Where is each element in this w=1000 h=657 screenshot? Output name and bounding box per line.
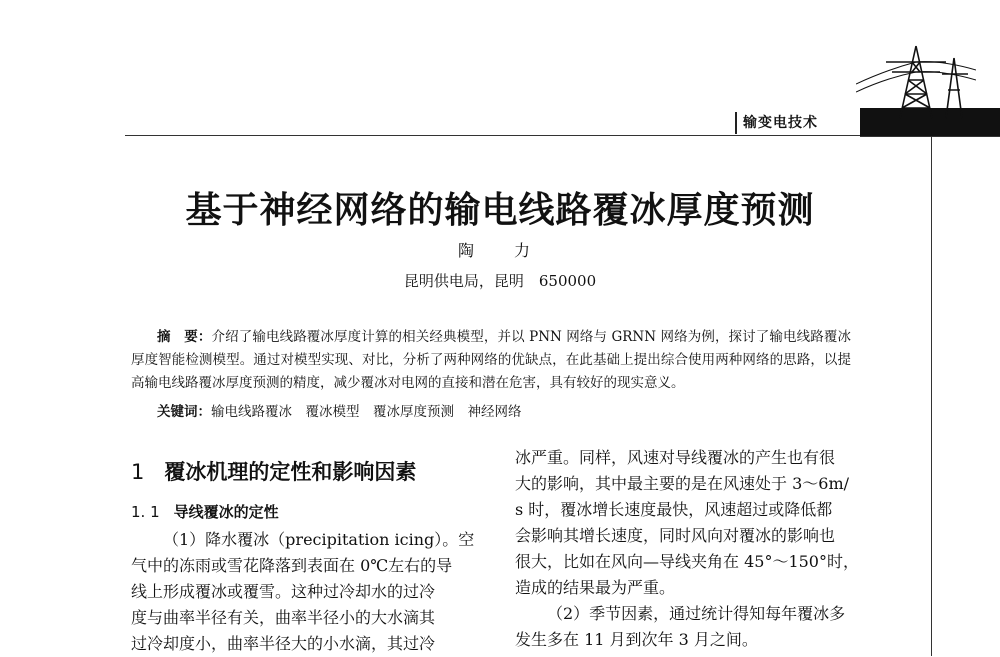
right-column-text xyxy=(515,445,875,653)
body-line: 度与曲率半径有关，曲率半径小的大水滴其 xyxy=(131,608,436,627)
header-rule xyxy=(125,135,860,136)
body-line: 线上形成覆冰或覆雪。这种过冷却水的过冷 xyxy=(131,582,436,601)
body-line: 过冷却度小，曲率半径大的小水滴，其过冷 xyxy=(131,634,436,653)
section-1-title: 覆冰机理的定性和影响因素 xyxy=(164,460,417,484)
article-title: 基于神经网络的输电线路覆冰厚度预测 xyxy=(185,189,815,231)
article-author: 陶 力 xyxy=(457,241,542,260)
body-line: s 时，覆冰增长速度最快，风速超过或降低都 xyxy=(515,500,833,519)
author-affiliation: 昆明供电局，昆明 650000 xyxy=(403,272,597,290)
section-1-1-heading xyxy=(131,501,279,522)
body-line: 很大，比如在风向—导线夹角在 45°～150°时， xyxy=(515,552,859,571)
section-1-heading xyxy=(131,456,416,486)
header-right-rule xyxy=(860,136,1000,137)
journal-section-tag: 输变电技术 xyxy=(735,112,824,134)
keywords xyxy=(157,400,847,420)
abstract xyxy=(131,326,851,395)
body-line: 发生多在 11 月到次年 3 月之间。 xyxy=(515,630,758,649)
keywords-label: 关键词： xyxy=(157,404,211,420)
body-line: 会影响其增长速度，同时风向对覆冰的影响也 xyxy=(515,526,836,545)
body-line: 冰严重。同样，风速对导线覆冰的产生也有很 xyxy=(515,448,836,467)
section-1-number: 1 xyxy=(131,460,145,484)
body-line: 气中的冻雨或雪花降落到表面在 0℃左右的导 xyxy=(131,556,453,575)
abstract-text: 介绍了输电线路覆冰厚度计算的相关经典模型，并以 PNN 网络与 GRNN 网络为例，探讨了输电线路覆冰厚度智能检测模型。通过对模型实现、对比，分析了两种网络的优缺点，在此基础上提出综合使用两种网络的思路，以提高输电线路覆冰厚度预测的精度，减少覆冰对电网的直接和潜在危害，具有较好的现实意义。 xyxy=(131,329,852,391)
left-column-text xyxy=(131,527,489,657)
keywords-text: 输电线路覆冰 覆冰模型 覆冰厚度预测 神经网络 xyxy=(211,404,522,420)
body-line: 造成的结果最为严重。 xyxy=(515,578,676,597)
section-1-1-number: 1. 1 xyxy=(131,503,160,521)
body-line: 大的影响，其中最主要的是在风速处于 3～6m/ xyxy=(515,474,850,493)
section-1-1-title: 导线覆冰的定性 xyxy=(173,503,279,521)
abstract-label: 摘 要： xyxy=(157,329,212,345)
transmission-tower-icon xyxy=(856,40,976,120)
body-line: （2）季节因素，通过统计得知每年覆冰多 xyxy=(547,604,846,623)
body-line: （1）降水覆冰（precipitation icing）。空 xyxy=(163,530,475,549)
